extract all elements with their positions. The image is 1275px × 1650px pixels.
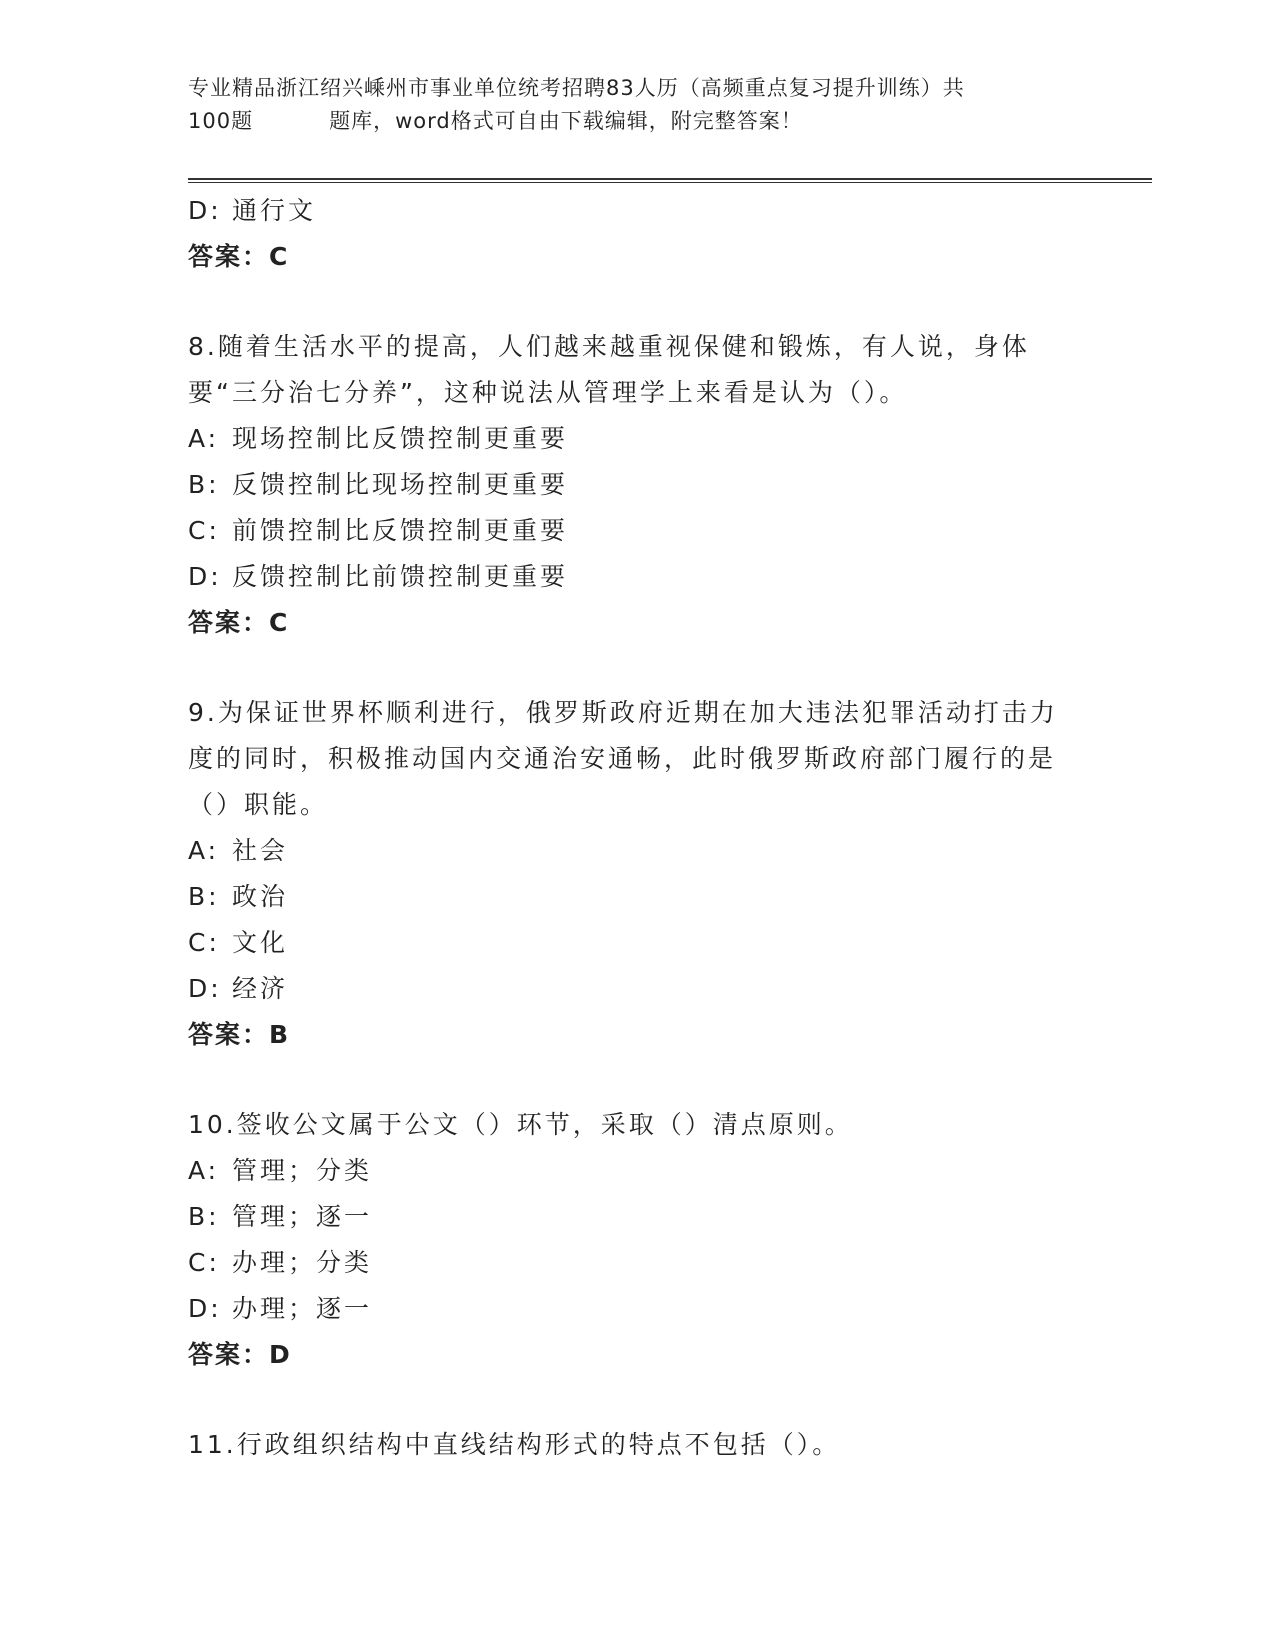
header-description: 题库，word格式可自由下载编辑，附完整答案！	[329, 109, 803, 133]
question-8-stem: 8.随着生活水平的提高，人们越来越重视保健和锻炼，有人说，身体要“三分治七分养”，这种说法从管理学上来看是认为（）。	[188, 332, 1030, 407]
question-9	[188, 690, 1088, 1058]
question-10	[188, 1102, 1088, 1378]
option-key: D:	[188, 974, 222, 1003]
option-key: A:	[188, 836, 220, 865]
option-text: 反馈控制比前馈控制更重要	[232, 562, 569, 591]
option-text: 前馈控制比反馈控制更重要	[232, 516, 569, 545]
question-10-option-d	[188, 1286, 1088, 1332]
option-text: 文化	[232, 928, 289, 957]
question-7-tail	[188, 188, 1088, 280]
option-key: A:	[188, 424, 220, 453]
question-7-option-d	[188, 188, 1088, 234]
question-9-stem: 9.为保证世界杯顺利进行，俄罗斯政府近期在加大违法犯罪活动打击力度的同时，积极推动国内交通治安通畅，此时俄罗斯政府部门履行的是（）职能。	[188, 698, 1058, 819]
option-text: 办理；分类	[232, 1248, 373, 1277]
question-7-answer: 答案：C	[188, 242, 290, 271]
question-8-answer: 答案：C	[188, 608, 290, 637]
header-title-line-1: 专业精品浙江绍兴嵊州市事业单位统考招聘83人历（高频重点复习提升训练）共	[188, 76, 965, 100]
option-key: B:	[188, 470, 220, 499]
question-8-option-c	[188, 508, 1088, 554]
option-key: B:	[188, 882, 220, 911]
option-key: A:	[188, 1156, 220, 1185]
option-key: C:	[188, 928, 220, 957]
question-8-option-b	[188, 462, 1088, 508]
page-header	[188, 72, 1088, 138]
question-9-option-a	[188, 828, 1088, 874]
option-key: C:	[188, 1248, 220, 1277]
question-11	[188, 1422, 1088, 1468]
question-10-option-c	[188, 1240, 1088, 1286]
header-divider	[188, 178, 1152, 183]
option-text: 通行文	[232, 196, 317, 225]
option-text: 管理；分类	[232, 1156, 373, 1185]
question-8-option-d	[188, 554, 1088, 600]
question-9-answer: 答案：B	[188, 1020, 291, 1049]
question-10-option-b	[188, 1194, 1088, 1240]
option-text: 管理；逐一	[232, 1202, 373, 1231]
question-10-option-a	[188, 1148, 1088, 1194]
question-9-option-b	[188, 874, 1088, 920]
option-key: D:	[188, 196, 222, 225]
question-10-answer: 答案：D	[188, 1340, 292, 1369]
header-question-count: 100题	[188, 109, 254, 133]
header-title-line-2	[188, 105, 1088, 138]
option-text: 办理；逐一	[232, 1294, 373, 1323]
option-key: D:	[188, 1294, 222, 1323]
question-10-stem: 10.签收公文属于公文（）环节，采取（）清点原则。	[188, 1110, 853, 1139]
option-text: 社会	[232, 836, 289, 865]
document-body	[188, 188, 1088, 1468]
option-text: 政治	[232, 882, 289, 911]
question-11-stem: 11.行政组织结构中直线结构形式的特点不包括（）。	[188, 1430, 841, 1459]
option-key: C:	[188, 516, 220, 545]
question-8	[188, 324, 1088, 646]
option-key: B:	[188, 1202, 220, 1231]
option-text: 反馈控制比现场控制更重要	[232, 470, 569, 499]
option-text: 经济	[232, 974, 289, 1003]
question-8-option-a	[188, 416, 1088, 462]
option-key: D:	[188, 562, 222, 591]
option-text: 现场控制比反馈控制更重要	[232, 424, 569, 453]
question-9-option-d	[188, 966, 1088, 1012]
question-9-option-c	[188, 920, 1088, 966]
